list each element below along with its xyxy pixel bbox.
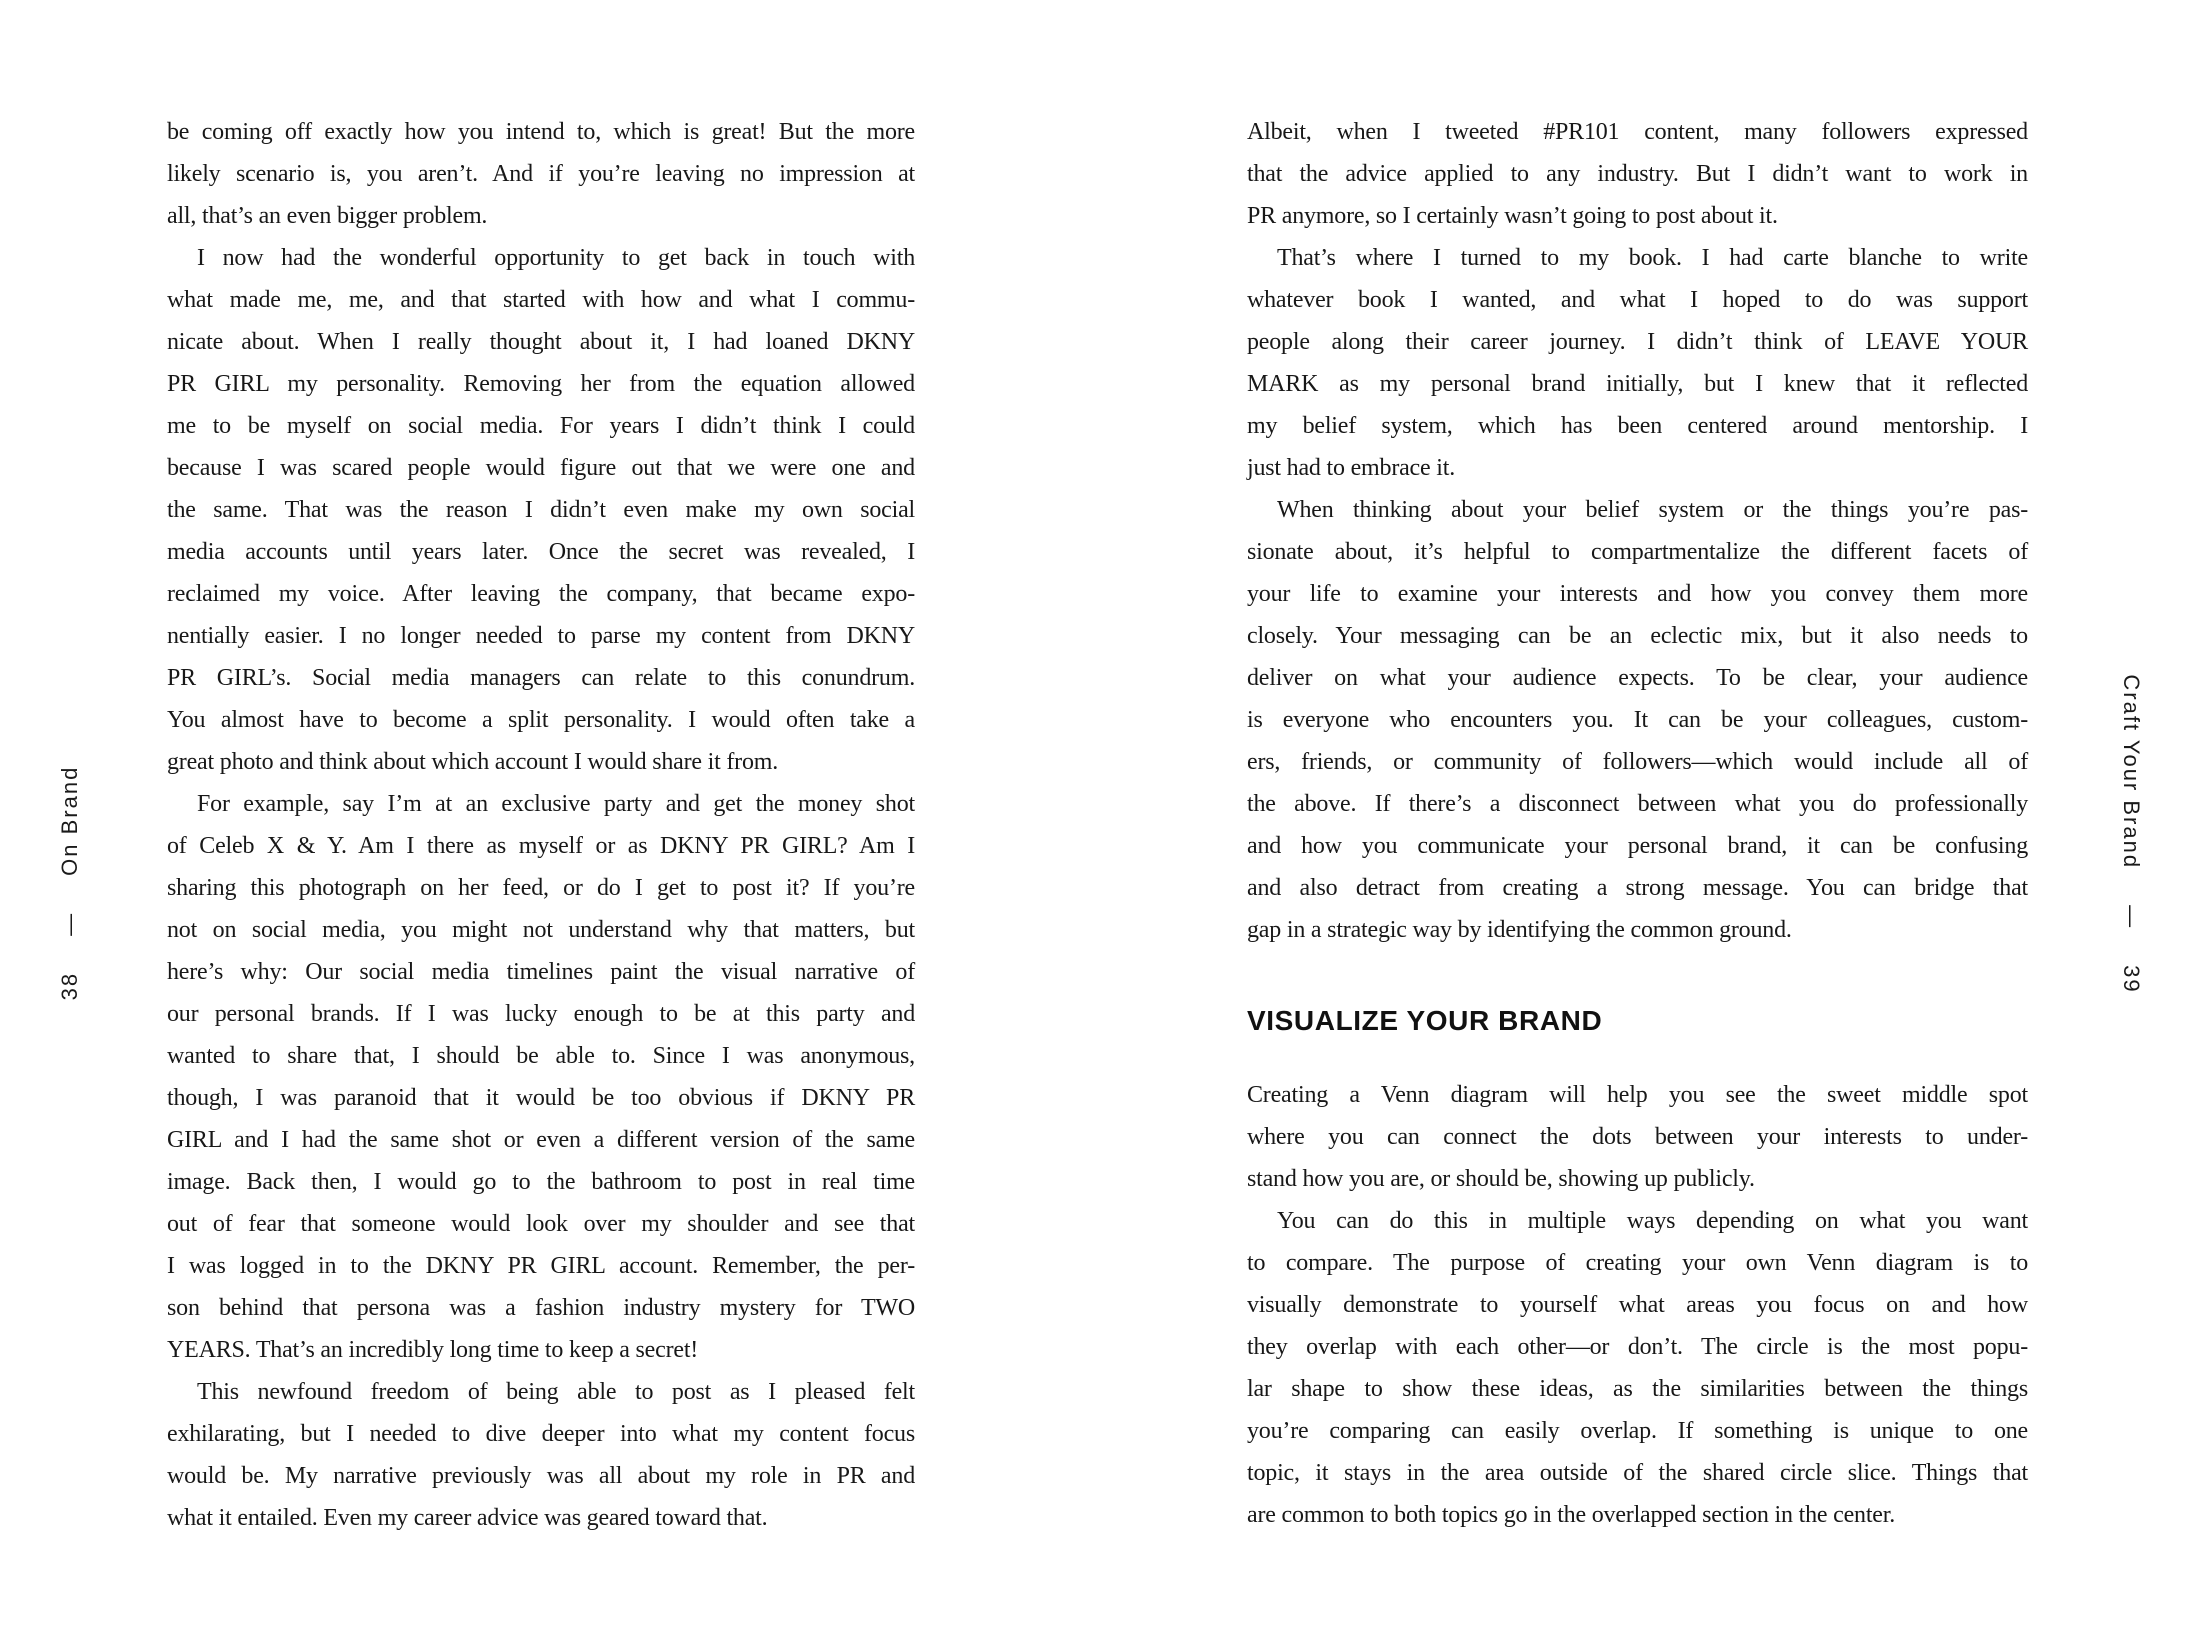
text-line: they overlap with each other—or don’t. The circle is the most popu-: [1247, 1334, 2028, 1360]
text-line: deliver on what your audience expects. To be clear, your audience: [1247, 665, 2028, 691]
text-line: topic, it stays in the area outside of the shared circle slice. Things that: [1247, 1460, 2028, 1486]
text-line: I was logged in to the DKNY PR GIRL account. Remember, the per-: [167, 1253, 915, 1279]
text-line: because I was scared people would figure out that we were one and: [167, 455, 915, 481]
text-line: ers, friends, or community of followers—which would include all of: [1247, 749, 2028, 775]
text-line: media accounts until years later. Once the secret was revealed, I: [167, 539, 915, 565]
text-line: GIRL and I had the same shot or even a different version of the same: [167, 1127, 915, 1153]
text-line: of Celeb X & Y. Am I there as myself or as DKNY PR GIRL? Am I: [167, 833, 915, 859]
paragraph: [167, 237, 915, 783]
text-line: That’s where I turned to my book. I had carte blanche to write: [1277, 245, 2028, 271]
paragraph: [167, 1371, 915, 1539]
text-line: where you can connect the dots between your interests to under-: [1247, 1124, 2028, 1150]
text-line: people along their career journey. I didn’t think of LEAVE YOUR: [1247, 329, 2028, 355]
right-page-number: 39: [2119, 965, 2144, 994]
text-line: lar shape to show these ideas, as the similarities between the things: [1247, 1376, 2028, 1402]
text-line: the above. If there’s a disconnect between what you do professionally: [1247, 791, 2028, 817]
text-line: our personal brands. If I was lucky enough to be at this party and: [167, 1001, 915, 1027]
text-line: Creating a Venn diagram will help you see the sweet middle spot: [1247, 1082, 2028, 1108]
text-line: gap in a strategic way by identifying the common ground.: [1247, 917, 1792, 943]
text-line: the same. That was the reason I didn’t even make my own social: [167, 497, 915, 523]
text-line: though, I was paranoid that it would be too obvious if DKNY PR: [167, 1085, 915, 1111]
text-line: sharing this photograph on her feed, or do I get to post it? If you’re: [167, 875, 915, 901]
text-line: what it entailed. Even my career advice was geared toward that.: [167, 1505, 768, 1531]
text-line: great photo and think about which account I would share it from.: [167, 749, 779, 775]
text-line: what made me, me, and that started with how and what I commu-: [167, 287, 915, 313]
text-line: For example, say I’m at an exclusive party and get the money shot: [197, 791, 915, 817]
text-line: is everyone who encounters you. It can be your colleagues, custom-: [1247, 707, 2028, 733]
text-line: to compare. The purpose of creating your own Venn diagram is to: [1247, 1250, 2028, 1276]
right-running-header-title: Craft Your Brand: [2119, 674, 2144, 870]
text-line: that the advice applied to any industry. But I didn’t want to work in: [1247, 161, 2028, 187]
text-line: your life to examine your interests and how you convey them more: [1247, 581, 2028, 607]
left-running-header-title: On Brand: [57, 765, 82, 876]
left-running-footer: [57, 766, 83, 1001]
text-line: You can do this in multiple ways depending on what you want: [1277, 1208, 2028, 1234]
text-line: This newfound freedom of being able to post as I pleased felt: [197, 1379, 915, 1405]
right-separator-dash: —: [2119, 905, 2144, 930]
text-line: my belief system, which has been centered around mentorship. I: [1247, 413, 2028, 439]
text-line: be coming off exactly how you intend to, which is great! But the more: [167, 119, 915, 145]
paragraph: [167, 111, 915, 237]
text-line: would be. My narrative previously was all about my role in PR and: [167, 1463, 915, 1489]
paragraph: [1247, 237, 2028, 489]
text-line: out of fear that someone would look over my shoulder and see that: [167, 1211, 915, 1237]
text-line: I now had the wonderful opportunity to get back in touch with: [197, 245, 915, 271]
section-heading: VISUALIZE YOUR BRAND: [1247, 1005, 1603, 1036]
text-line: visually demonstrate to yourself what areas you focus on and how: [1247, 1292, 2028, 1318]
text-line: When thinking about your belief system or the things you’re pas-: [1277, 497, 2028, 523]
text-line: just had to embrace it.: [1247, 455, 1456, 481]
text-line: wanted to share that, I should be able to. Since I was anonymous,: [167, 1043, 915, 1069]
paragraph: [1247, 1074, 2028, 1200]
text-line: and also detract from creating a strong message. You can bridge that: [1247, 875, 2028, 901]
text-line: you’re comparing can easily overlap. If something is unique to one: [1247, 1418, 2028, 1444]
text-line: sionate about, it’s helpful to compartmentalize the different facets of: [1247, 539, 2028, 565]
right-page-body: [1247, 111, 2028, 1536]
text-line: son behind that persona was a fashion industry mystery for TWO: [167, 1295, 915, 1321]
text-line: and how you communicate your personal brand, it can be confusing: [1247, 833, 2028, 859]
text-line: nentially easier. I no longer needed to parse my content from DKNY: [167, 623, 915, 649]
text-line: all, that’s an even bigger problem.: [167, 203, 488, 229]
text-line: image. Back then, I would go to the bathroom to post in real time: [167, 1169, 915, 1195]
text-line: PR anymore, so I certainly wasn’t going to post about it.: [1247, 203, 1778, 229]
text-line: are common to both topics go in the overlapped section in the center.: [1247, 1502, 1896, 1528]
text-line: exhilarating, but I needed to dive deeper into what my content focus: [167, 1421, 915, 1447]
text-line: reclaimed my voice. After leaving the company, that became expo-: [167, 581, 915, 607]
text-line: not on social media, you might not understand why that matters, but: [167, 917, 915, 943]
text-line: me to be myself on social media. For years I didn’t think I could: [167, 413, 915, 439]
text-line: nicate about. When I really thought about it, I had loaned DKNY: [167, 329, 915, 355]
right-page-text-bottom: [1247, 1074, 2028, 1536]
text-line: PR GIRL’s. Social media managers can relate to this conundrum.: [167, 665, 915, 691]
text-line: PR GIRL my personality. Removing her from the equation allowed: [167, 371, 915, 397]
left-page-number: 38: [57, 971, 82, 1001]
text-line: here’s why: Our social media timelines paint the visual narrative of: [167, 959, 915, 985]
right-running-header: [2118, 674, 2144, 993]
text-line: closely. Your messaging can be an eclectic mix, but it also needs to: [1247, 623, 2028, 649]
text-line: whatever book I wanted, and what I hoped to do was support: [1247, 287, 2028, 313]
right-page-text-top: [1247, 111, 2028, 951]
text-line: Albeit, when I tweeted #PR101 content, many followers expressed: [1247, 119, 2028, 145]
paragraph: [1247, 111, 2028, 237]
paragraph: [167, 783, 915, 1371]
paragraph: [1247, 489, 2028, 951]
left-page-body-text: [167, 111, 915, 1539]
text-line: YEARS. That’s an incredibly long time to keep a secret!: [167, 1337, 699, 1363]
text-line: stand how you are, or should be, showing up publicly.: [1247, 1166, 1755, 1192]
text-line: likely scenario is, you aren’t. And if you’re leaving no impression at: [167, 161, 915, 187]
text-line: MARK as my personal brand initially, but I knew that it reflected: [1247, 371, 2028, 397]
left-separator-dash: —: [57, 911, 82, 936]
paragraph: [1247, 1200, 2028, 1536]
text-line: You almost have to become a split personality. I would often take a: [167, 707, 915, 733]
